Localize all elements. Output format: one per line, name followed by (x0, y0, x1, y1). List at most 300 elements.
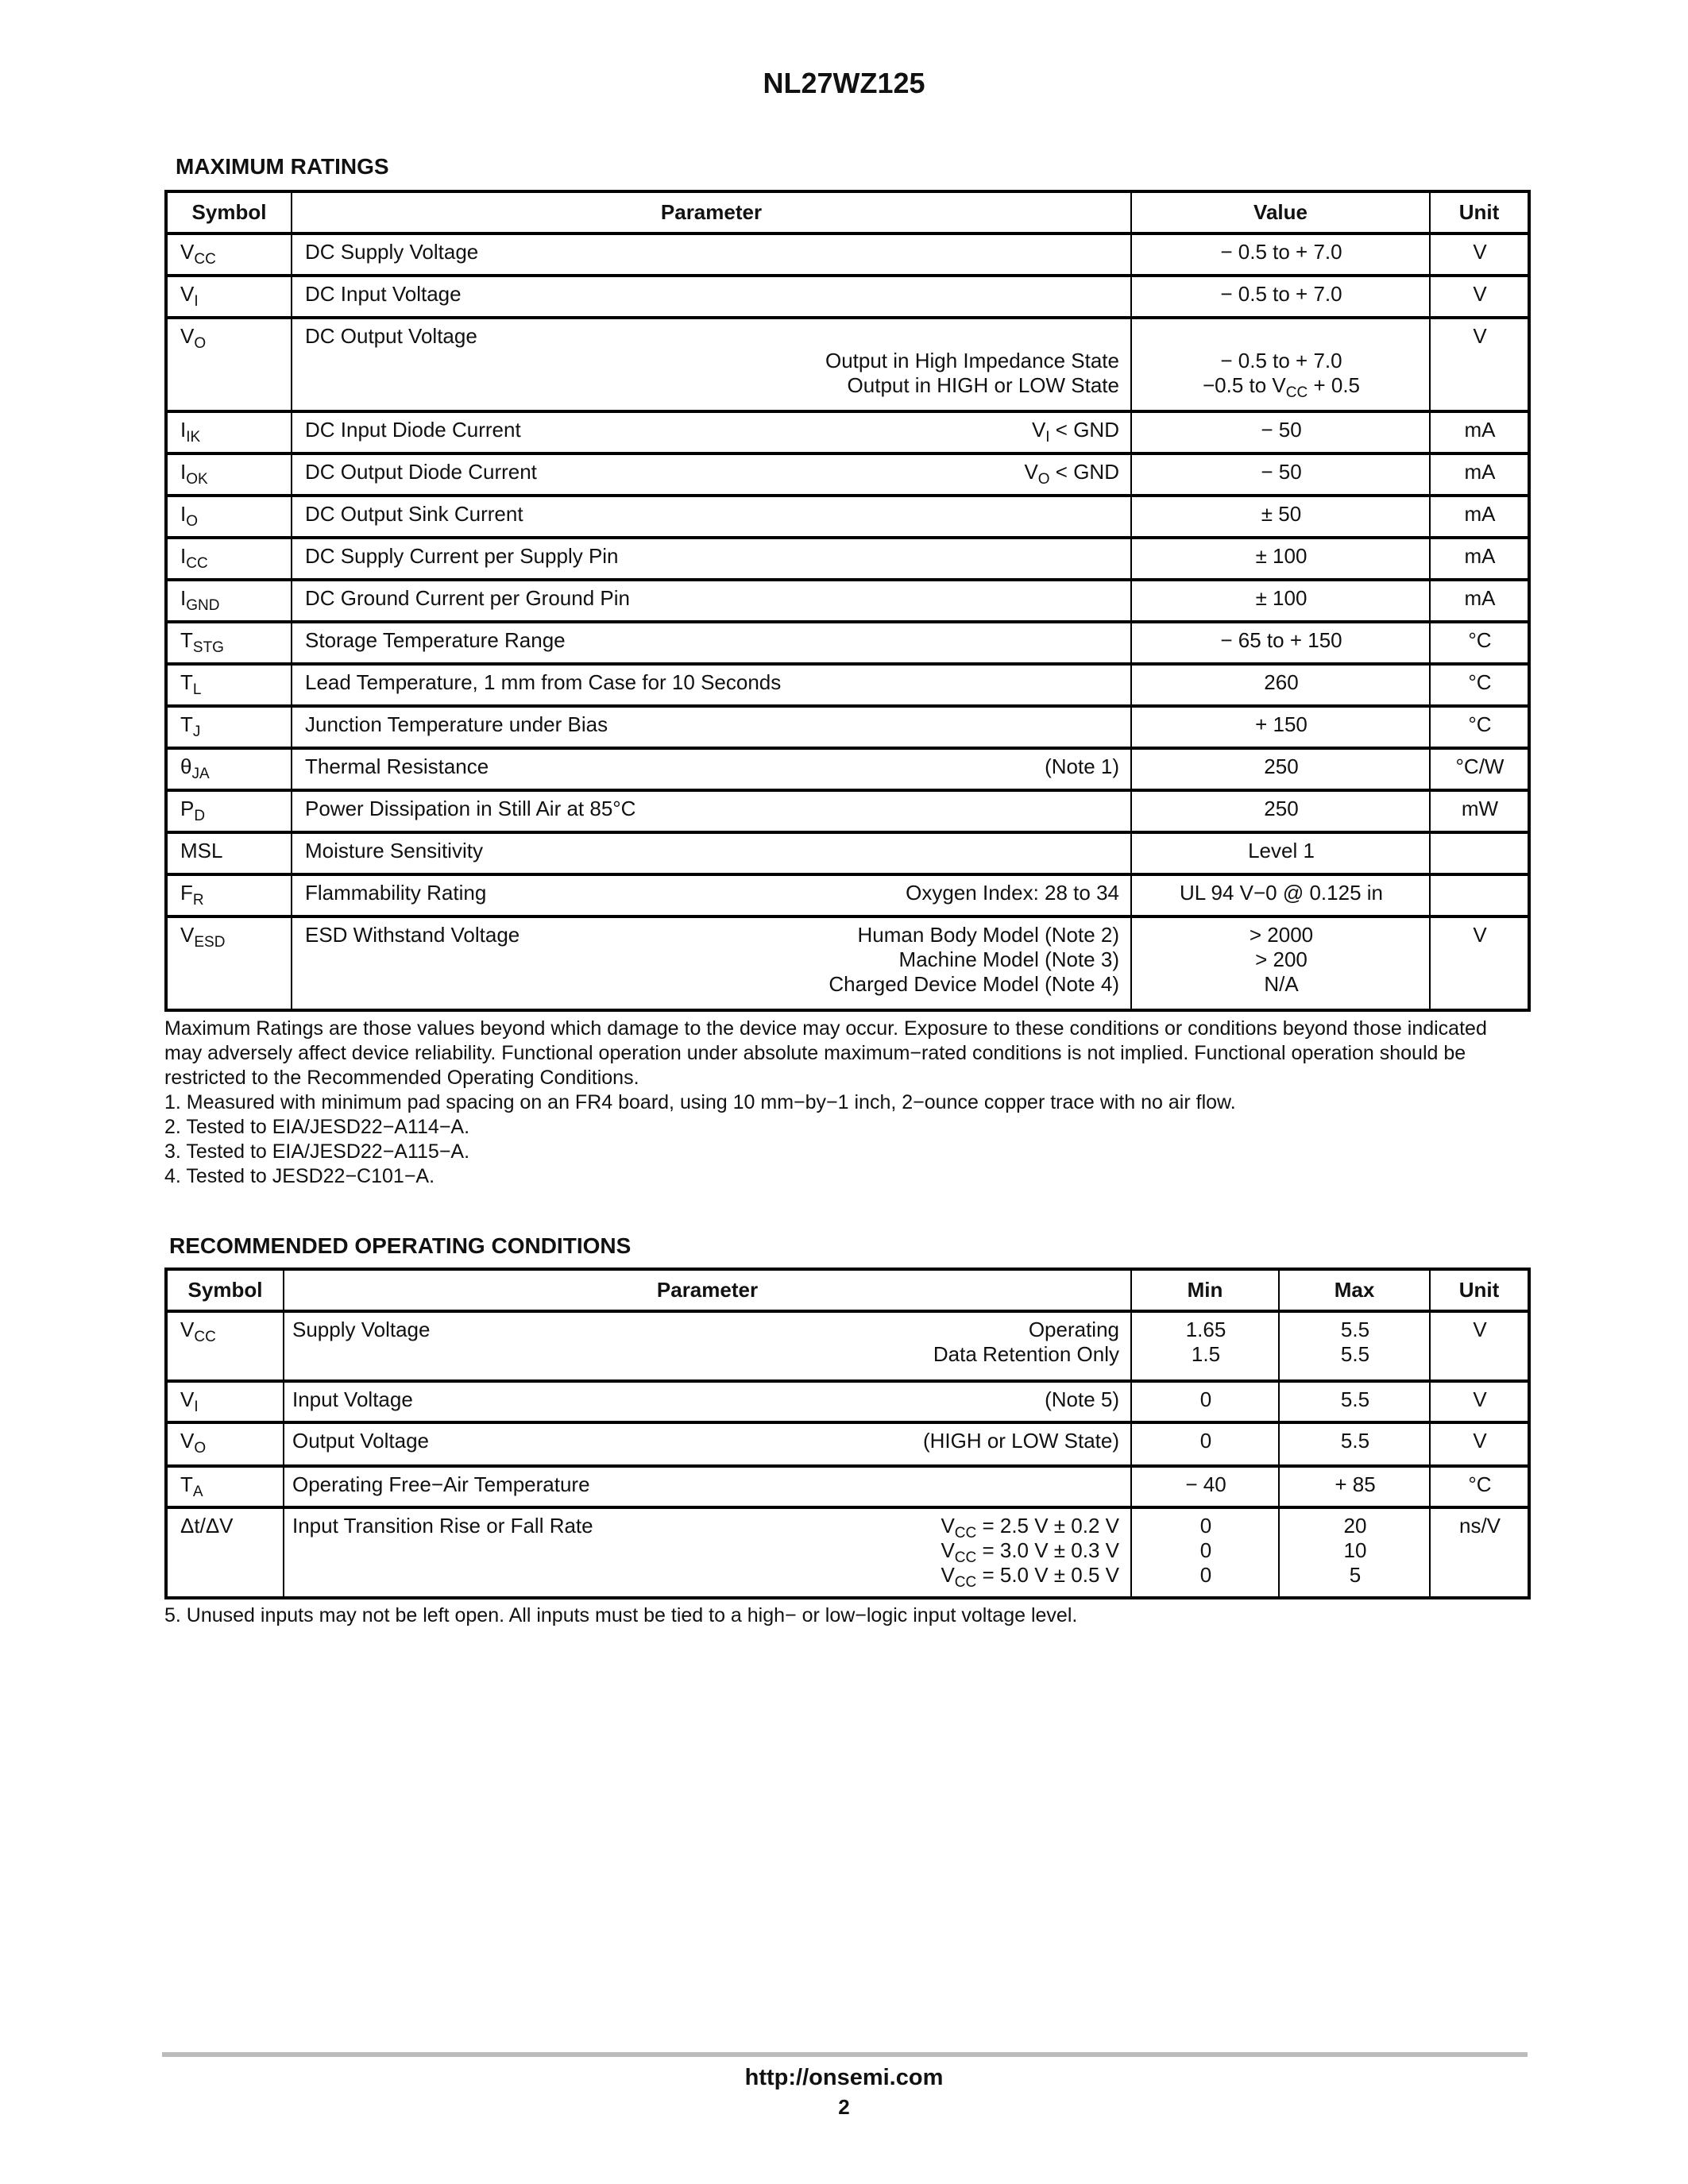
condition (1045, 754, 1119, 779)
value-cell (1131, 664, 1430, 706)
table-row (166, 1422, 1529, 1466)
symbol-text: V (180, 1387, 195, 1411)
condition-text: Oxygen Index: 28 to 34 (906, 881, 1119, 905)
value (1248, 839, 1315, 862)
header-max: Max (1279, 1269, 1430, 1311)
parameter-cell (292, 318, 1131, 411)
symbol (180, 240, 216, 268)
table-row (166, 411, 1529, 453)
parameter-name: ESD Withstand Voltage (305, 923, 520, 947)
parameter-line (305, 282, 1119, 307)
symbol-subscript: O (186, 513, 199, 530)
table-row (166, 453, 1529, 496)
parameter-name: Storage Temperature Range (305, 628, 566, 652)
value-text: − 0.5 to + 7.0 (1220, 282, 1342, 306)
parameter-cell (284, 1466, 1131, 1507)
unit-cell: V (1430, 318, 1529, 411)
symbol-text: T (180, 670, 193, 694)
min-cell (1131, 1381, 1279, 1422)
header-min: Min (1131, 1269, 1279, 1311)
symbol-subscript: L (192, 681, 202, 698)
header-symbol: Symbol (166, 191, 292, 233)
parameter-name: DC Output Sink Current (305, 502, 523, 526)
unit-cell: V (1430, 276, 1529, 318)
condition-text: Data Retention Only (933, 1342, 1119, 1366)
symbol (180, 1514, 234, 1538)
note: 3. Tested to EIA/JESD22−A115−A. (164, 1140, 470, 1163)
symbol-subscript: JA (191, 766, 210, 782)
parameter-cell (284, 1311, 1131, 1381)
symbol-subscript: J (192, 723, 201, 740)
value-suffix: + 0.5 (1308, 373, 1361, 397)
condition-line (305, 373, 1119, 398)
value (1255, 712, 1308, 736)
min-value: 0 (1199, 1429, 1212, 1453)
parameter-name: DC Ground Current per Ground Pin (305, 586, 630, 610)
condition-text: Human Body Model (Note 2) (857, 923, 1119, 947)
value-line (1145, 282, 1418, 307)
parameter-line (305, 839, 1119, 863)
condition-text: V (941, 1514, 955, 1538)
value-cell (1131, 580, 1430, 622)
parameter-name: Supply Voltage (292, 1318, 431, 1341)
parameter-cell (284, 1422, 1131, 1466)
value-text: ± 100 (1255, 586, 1308, 610)
parameter-name: DC Input Diode Current (305, 418, 521, 442)
min-value: 0 (1199, 1538, 1212, 1562)
table-row (166, 276, 1529, 318)
value-line (1145, 881, 1418, 905)
header-value: Value (1131, 191, 1430, 233)
parameter-line (292, 1514, 1119, 1542)
value-text: − 65 to + 150 (1220, 628, 1342, 652)
condition-text: Machine Model (Note 3) (898, 947, 1119, 971)
table-row (166, 496, 1529, 538)
condition (899, 947, 1119, 971)
value-line (1145, 418, 1418, 442)
min-cell (1131, 1422, 1279, 1466)
value-cell (1131, 790, 1430, 832)
symbol-cell (166, 233, 292, 276)
parameter-name: DC Output Voltage (305, 324, 477, 348)
value-text: − 50 (1261, 460, 1302, 484)
condition-text: Output in HIGH or LOW State (847, 373, 1119, 397)
value-text: 250 (1264, 797, 1299, 820)
condition-text: Charged Device Model (Note 4) (829, 972, 1119, 996)
parameter-cell (292, 233, 1131, 276)
parameter-line (305, 628, 1119, 653)
value (1264, 972, 1298, 996)
min-value: 1.5 (1191, 1342, 1221, 1366)
condition (933, 1342, 1119, 1366)
value-line (1145, 628, 1418, 653)
condition-text: (Note 1) (1045, 754, 1119, 778)
condition-subscript: I (1045, 429, 1050, 446)
parameter-name: DC Output Diode Current (305, 460, 537, 484)
value (1261, 502, 1301, 526)
symbol-text: T (180, 712, 193, 736)
parameter-line (305, 670, 1119, 695)
unit-cell (1430, 874, 1529, 916)
symbol-cell (166, 790, 292, 832)
condition-line (305, 972, 1119, 997)
value (1220, 628, 1342, 652)
unit-cell: V (1430, 1311, 1529, 1381)
table-row (166, 832, 1529, 874)
parameter-cell (292, 411, 1131, 453)
condition-suffix: = 2.5 V ± 0.2 V (976, 1514, 1119, 1538)
value-line (1145, 712, 1418, 737)
condition-subscript: CC (954, 1525, 977, 1542)
symbol-text: V (180, 324, 195, 348)
note: 1. Measured with minimum pad spacing on an FR4 board, using 10 mm−by−1 inch, 2−ounce copper trace with no air flow. (164, 1091, 1236, 1113)
value-text: ± 50 (1261, 502, 1302, 526)
symbol-cell (166, 453, 292, 496)
note: 2. Tested to EIA/JESD22−A114−A. (164, 1116, 470, 1138)
value-line (1145, 349, 1418, 373)
symbol-cell (166, 411, 292, 453)
unit-cell: °C (1430, 664, 1529, 706)
unit-cell: ns/V (1430, 1507, 1529, 1598)
value-line (1145, 754, 1418, 779)
value-line (1145, 502, 1418, 527)
parameter-cell (292, 748, 1131, 790)
condition-line (292, 1538, 1119, 1566)
value-text: > 2000 (1249, 923, 1314, 947)
max-value: 5.5 (1340, 1429, 1370, 1453)
value-line (1145, 460, 1418, 484)
symbol-cell (166, 1422, 284, 1466)
value-subscript: CC (1285, 384, 1308, 401)
parameter-cell (292, 538, 1131, 580)
unit-cell: °C (1430, 622, 1529, 664)
max-value: 5.5 (1340, 1387, 1370, 1411)
parameter-line (305, 240, 1119, 264)
symbol-subscript: CC (194, 1329, 216, 1345)
parameter-line (305, 754, 1119, 779)
symbol-subscript: STG (192, 639, 224, 656)
value-text: UL 94 V−0 @ 0.125 in (1180, 881, 1383, 905)
symbol-cell (166, 276, 292, 318)
symbol-cell (166, 580, 292, 622)
table-row (166, 538, 1529, 580)
symbol-cell (166, 1311, 284, 1381)
value-cell (1131, 496, 1430, 538)
symbol-cell (166, 1507, 284, 1598)
symbol-cell (166, 318, 292, 411)
unit-cell: mA (1430, 453, 1529, 496)
condition (829, 972, 1119, 996)
symbol-cell (166, 916, 292, 1010)
value-cell (1131, 916, 1430, 1010)
parameter-line (305, 712, 1119, 737)
value-line (1145, 240, 1418, 264)
condition (923, 1429, 1119, 1453)
parameter-cell (284, 1507, 1131, 1598)
condition-suffix: < GND (1049, 460, 1119, 484)
parameter-line (292, 1472, 1119, 1497)
value (1220, 240, 1342, 264)
value (1220, 349, 1342, 372)
symbol (180, 670, 202, 698)
condition-text: V (1031, 418, 1046, 442)
condition (858, 923, 1119, 947)
value-line (1145, 373, 1418, 401)
value-spacer (1145, 324, 1418, 349)
condition-text: Operating (1028, 1318, 1119, 1341)
symbol (180, 1472, 203, 1500)
condition (825, 349, 1119, 372)
unit-cell: °C/W (1430, 748, 1529, 790)
condition (941, 1538, 1119, 1566)
condition-suffix: < GND (1049, 418, 1119, 442)
roc-table (164, 1268, 1531, 1599)
symbol-text: V (180, 923, 195, 947)
condition (906, 881, 1119, 905)
condition-subscript: O (1037, 471, 1050, 488)
table-row (166, 1466, 1529, 1507)
symbol-subscript: OK (186, 471, 208, 488)
value-cell (1131, 706, 1430, 748)
condition (941, 1563, 1119, 1591)
symbol (180, 282, 199, 310)
symbol-text: V (180, 282, 195, 306)
header-parameter: Parameter (284, 1269, 1131, 1311)
value-text: 250 (1264, 754, 1299, 778)
symbol-subscript: I (194, 293, 199, 310)
max-cell (1279, 1422, 1430, 1466)
symbol (180, 418, 201, 446)
parameter-line (292, 1387, 1119, 1412)
parameter-name: Power Dissipation in Still Air at 85°C (305, 797, 636, 820)
parameter-line (305, 418, 1119, 446)
symbol-text: I (180, 460, 187, 484)
symbol (180, 586, 220, 614)
parameter-name: DC Supply Current per Supply Pin (305, 544, 619, 568)
parameter-line (305, 324, 1119, 349)
parameter-name: Input Transition Rise or Fall Rate (292, 1514, 593, 1538)
value (1255, 947, 1308, 971)
parameter-name: Input Voltage (292, 1387, 413, 1411)
table-row (166, 664, 1529, 706)
value-line (1145, 947, 1418, 972)
symbol-cell (166, 496, 292, 538)
note: 4. Tested to JESD22−C101−A. (164, 1165, 435, 1187)
condition-line (305, 947, 1119, 972)
value-text: − 0.5 to + 7.0 (1220, 240, 1342, 264)
parameter-cell (292, 496, 1131, 538)
unit-cell: mA (1430, 411, 1529, 453)
symbol (180, 460, 208, 488)
symbol-cell (166, 748, 292, 790)
value-cell (1131, 832, 1430, 874)
symbol-cell (166, 1381, 284, 1422)
symbol-text: T (180, 1472, 193, 1496)
note: 5. Unused inputs may not be left open. All inputs must be tied to a high− or low−logic input voltage level. (164, 1604, 1078, 1626)
parameter-name: DC Supply Voltage (305, 240, 479, 264)
symbol (180, 881, 204, 909)
parameter-cell (292, 276, 1131, 318)
min-cell (1131, 1466, 1279, 1507)
symbol-subscript: ESD (194, 934, 226, 951)
condition-text: Output in High Impedance State (825, 349, 1119, 372)
min-value: 1.65 (1185, 1318, 1226, 1341)
value-text: −0.5 to V (1202, 373, 1286, 397)
parameter-cell (292, 790, 1131, 832)
table-row (166, 580, 1529, 622)
symbol (180, 1318, 216, 1345)
parameter-line (292, 1318, 1119, 1342)
parameter-cell (292, 832, 1131, 874)
symbol-cell (166, 832, 292, 874)
condition (848, 373, 1119, 397)
unit-cell: V (1430, 916, 1529, 1010)
value-line (1145, 544, 1418, 569)
min-value: 0 (1199, 1514, 1212, 1538)
symbol-text: P (180, 797, 195, 820)
min-value: 0 (1199, 1563, 1212, 1587)
table-row (166, 1381, 1529, 1422)
symbol-text: I (180, 418, 187, 442)
max-ratings-heading: MAXIMUM RATINGS (176, 154, 389, 179)
max-ratings-notes (164, 1017, 1528, 1189)
symbol-subscript: I (194, 1399, 199, 1415)
min-value: 0 (1199, 1387, 1212, 1411)
table-row (166, 318, 1529, 411)
table-row (166, 706, 1529, 748)
parameter-name: Lead Temperature, 1 mm from Case for 10 Seconds (305, 670, 782, 694)
roc-heading: RECOMMENDED OPERATING CONDITIONS (169, 1233, 632, 1258)
value (1180, 881, 1383, 905)
value-line (1145, 972, 1418, 997)
parameter-name: Operating Free−Air Temperature (292, 1472, 590, 1496)
symbol-cell (166, 664, 292, 706)
symbol-cell (166, 1466, 284, 1507)
max-value: 5.5 (1340, 1318, 1370, 1341)
parameter-line (305, 923, 1119, 947)
value-line (1145, 923, 1418, 947)
value-line (1145, 670, 1418, 695)
condition (1031, 418, 1119, 446)
parameter-line (305, 881, 1119, 905)
max-value: + 85 (1335, 1472, 1376, 1496)
unit-cell: mA (1430, 496, 1529, 538)
parameter-name: Thermal Resistance (305, 754, 489, 778)
value (1261, 460, 1301, 484)
parameter-cell (292, 874, 1131, 916)
unit-cell: V (1430, 1422, 1529, 1466)
parameter-line (305, 460, 1119, 488)
max-value: 5 (1349, 1563, 1362, 1587)
symbol (180, 1387, 199, 1415)
symbol-subscript: GND (186, 597, 220, 614)
header-parameter: Parameter (292, 191, 1131, 233)
condition (1045, 1387, 1119, 1412)
symbol-subscript: CC (194, 251, 216, 268)
condition-suffix: = 3.0 V ± 0.3 V (976, 1538, 1119, 1562)
unit-cell: mA (1430, 580, 1529, 622)
value-cell (1131, 233, 1430, 276)
value (1256, 544, 1308, 568)
symbol-subscript: IK (186, 429, 201, 446)
condition-subscript: CC (954, 1549, 977, 1566)
parameter-name: Flammability Rating (305, 881, 487, 905)
symbol-subscript: R (192, 892, 204, 909)
value (1264, 754, 1298, 778)
symbol-text: V (180, 240, 195, 264)
symbol-subscript: O (194, 335, 207, 352)
parameter-cell (284, 1381, 1131, 1422)
value-cell (1131, 318, 1430, 411)
value-text: > 200 (1255, 947, 1308, 971)
parameter-cell (292, 622, 1131, 664)
condition-line (292, 1563, 1119, 1591)
value-cell (1131, 538, 1430, 580)
symbol (180, 797, 206, 824)
value (1261, 418, 1301, 442)
max-value: 20 (1343, 1514, 1367, 1538)
value-text: N/A (1264, 972, 1299, 996)
condition-line (292, 1342, 1119, 1367)
unit-cell: mA (1430, 538, 1529, 580)
parameter-cell (292, 916, 1131, 1010)
footer-divider (162, 2052, 1528, 2057)
value-cell (1131, 276, 1430, 318)
max-cell (1279, 1466, 1430, 1507)
min-value: − 40 (1185, 1472, 1226, 1496)
parameter-name: Output Voltage (292, 1429, 430, 1453)
footer-url-link[interactable]: http://onsemi.com (744, 2065, 944, 2090)
value-text: − 50 (1261, 418, 1302, 442)
table-row (166, 748, 1529, 790)
condition-text: V (941, 1538, 955, 1562)
table-row (166, 1507, 1529, 1598)
parameter-cell (292, 580, 1131, 622)
value-text: − 0.5 to + 7.0 (1220, 349, 1342, 372)
value-text: ± 100 (1255, 544, 1308, 568)
parameter-cell (292, 706, 1131, 748)
symbol (180, 544, 208, 572)
table-row (166, 233, 1529, 276)
table-row (166, 622, 1529, 664)
condition-suffix: = 5.0 V ± 0.5 V (976, 1563, 1119, 1587)
symbol (180, 839, 222, 862)
value-text: Level 1 (1248, 839, 1315, 862)
symbol-cell (166, 874, 292, 916)
value (1256, 586, 1308, 610)
page-number: 2 (838, 2095, 850, 2119)
roc-notes (164, 1603, 1528, 1628)
symbol (180, 1429, 207, 1457)
symbol (180, 754, 210, 782)
condition (1024, 460, 1119, 488)
unit-cell: °C (1430, 1466, 1529, 1507)
symbol-text: I (180, 586, 187, 610)
value-cell (1131, 748, 1430, 790)
unit-cell (1430, 832, 1529, 874)
condition-text: (HIGH or LOW State) (922, 1429, 1119, 1453)
min-cell (1131, 1507, 1279, 1598)
header-unit: Unit (1430, 191, 1529, 233)
symbol-subscript: D (194, 808, 206, 824)
max-value: 5.5 (1340, 1342, 1370, 1366)
unit-cell: V (1430, 233, 1529, 276)
condition-line (305, 349, 1119, 373)
value (1250, 923, 1313, 947)
condition-text: V (941, 1563, 955, 1587)
value-cell (1131, 411, 1430, 453)
symbol (180, 923, 226, 951)
